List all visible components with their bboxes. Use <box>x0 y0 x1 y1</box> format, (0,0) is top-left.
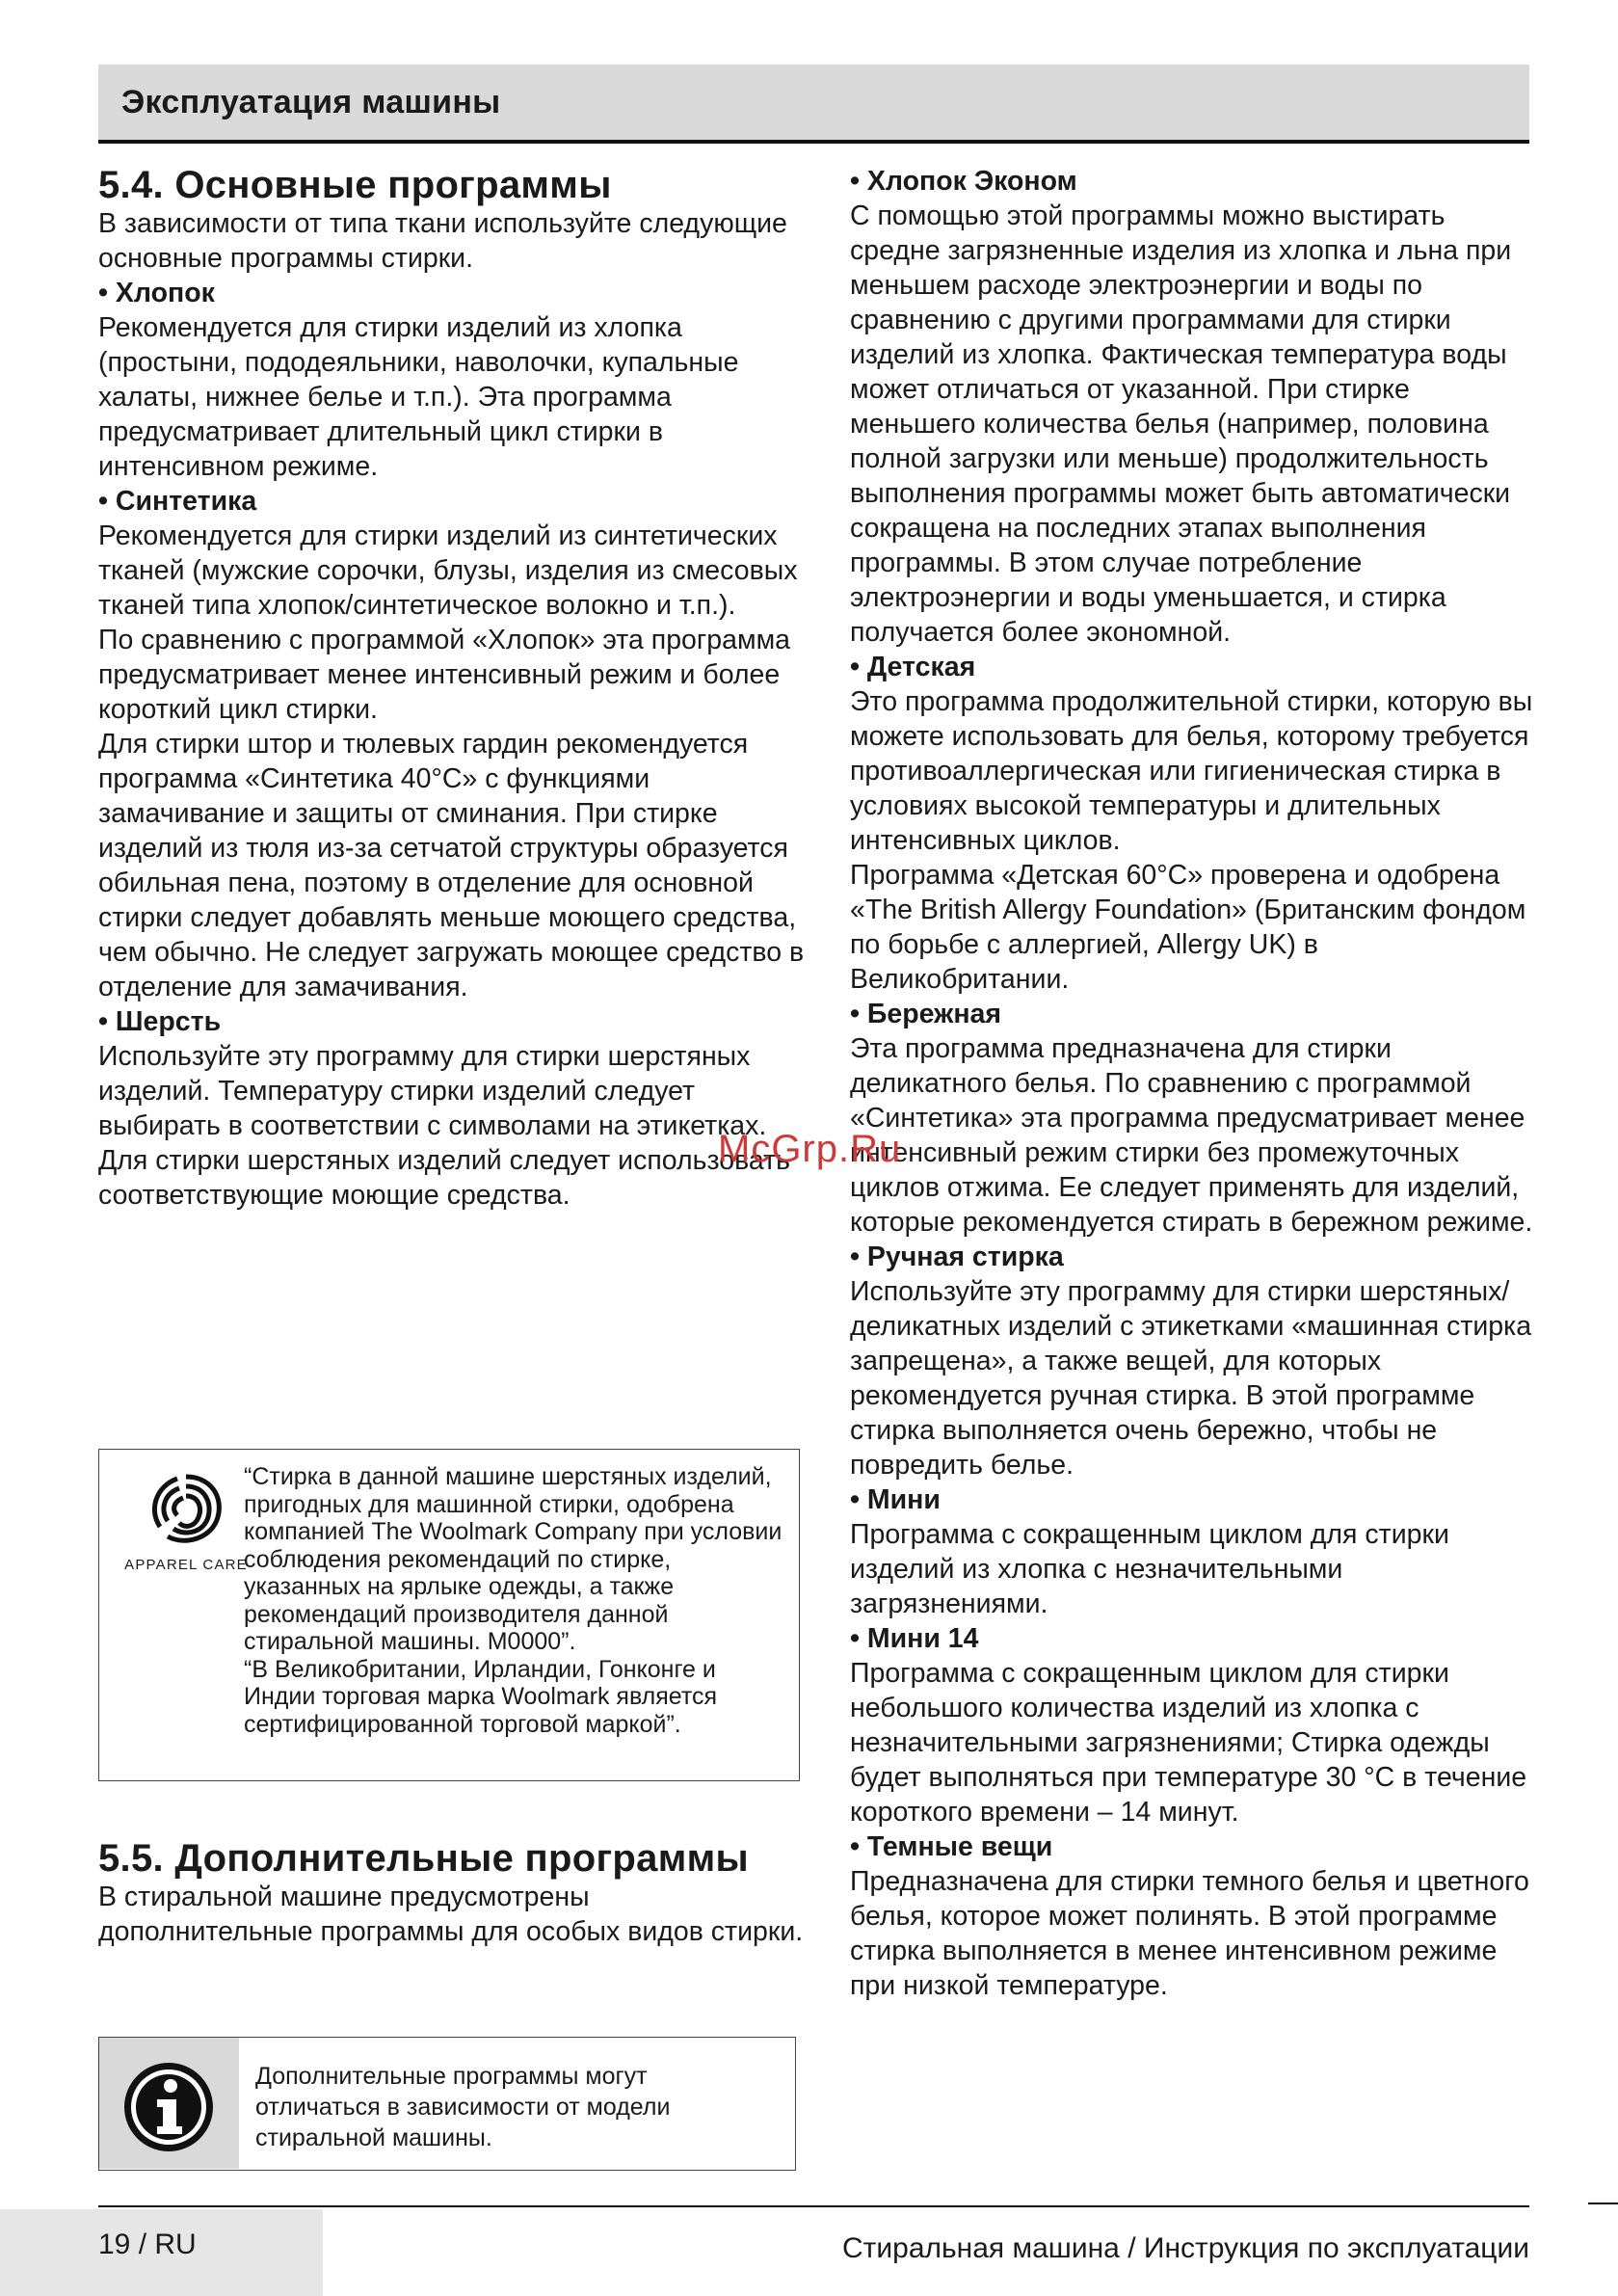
program-text-mini: Программа с сокращенным циклом для стирки изделий из хлопка с незначительными загрязнениями. <box>850 1519 1449 1619</box>
woolmark-icon <box>143 1469 229 1550</box>
program-text-baby-1: Это программа продолжительной стирки, которую вы можете использовать для белья, которому требуется противоаллергическая или гигиеническая стирка в условиях высокой температуры и длительных интенсивных циклов. <box>850 686 1533 856</box>
section-5-5-intro: В стиральной машине предусмотрены дополнительные программы для особых видов стирки. <box>98 1882 804 1947</box>
section-5-5 <box>98 1837 811 1949</box>
program-text-wool: Используйте эту программу для стирки шерстяных изделий. Температуру стирки изделий следует выбирать в соответствии с символами на этикетках. Для стирки шерстяных изделий следует использовать соответствующие моющие средства. <box>98 1041 791 1211</box>
info-note-text: Дополнительные программы могут отличаться в зависимости от модели стиральной машины. <box>255 2063 671 2151</box>
program-text-cotton-eco: С помощью этой программы можно выстирать средне загрязненные изделия из хлопка и льна при меньшем расходе электроэнергии и воды по сравнению с другими программами для стирки изделий из хлопка. Фактическая температура воды может отличаться от указанной. При стирке меньшего количества белья (например, половина полной загрузки или меньше) продолжительность выполнения программы может быть автоматически сокращена на последних этапах выполнения программы. В этом случае потребление электроэнергии и воды уменьшается, и стирка получается более экономной. <box>850 200 1512 648</box>
program-title-hand-wash: • Ручная стирка <box>850 1241 1064 1272</box>
woolmark-statement: “Стирка в данной машине шерстяных изделий, пригодных для машинной стирки, одобрена компанией The Woolmark Company при условии соблюдения рекомендаций по стирке, указанных на ярлыке одежды, а также рекомендаций производителя данной стиральной машины. M0000”. <box>244 1463 782 1655</box>
program-title-cotton: • Хлопок <box>98 278 215 308</box>
program-text-hand-wash: Используйте эту программу для стирки шерстяных/деликатных изделий с этикетками «машинная стирка запрещена», а также вещей, для которых рекомендуется ручная стирка. В этой программе стирка выполняется очень бережно, чтобы не повредить белье. <box>850 1276 1532 1481</box>
program-title-wool: • Шерсть <box>98 1006 222 1037</box>
program-title-synthetics: • Синтетика <box>98 486 257 517</box>
woolmark-notice <box>98 1449 800 1781</box>
program-title-mini-14: • Мини 14 <box>850 1623 979 1654</box>
program-text-baby-2: Программа «Детская 60°C» проверена и одобрена «The British Allergy Foundation» (Британским фондом по борьбе с аллергией, Allergy UK) в Великобритании. <box>850 860 1526 995</box>
program-text-mini-14: Программа с сокращенным циклом для стирки небольшого количества изделий из хлопка с незначительными загрязнениями; Стирка одежды будет выполняться при температуре 30 °C в течение короткого времени – 14 минут. <box>850 1658 1527 1828</box>
program-title-cotton-eco: • Хлопок Эконом <box>850 166 1077 197</box>
woolmark-logo <box>109 1469 263 1573</box>
program-text-dark: Предназначена для стирки темного белья и цветного белья, которое может полинять. В этой программе стирка выполняется в менее интенсивном режиме при низкой температуре. <box>850 1866 1529 2001</box>
woolmark-trademark: “В Великобритании, Ирландии, Гонконге и Индии торговая марка Woolmark является сертифицированной торговой маркой”. <box>244 1655 718 1738</box>
program-text-synthetics-2: По сравнению с программой «Хлопок» эта программа предусматривает менее интенсивный режим и более короткий цикл стирки. <box>98 625 791 725</box>
right-column <box>850 164 1539 2003</box>
info-note <box>98 2037 796 2171</box>
left-column <box>98 164 811 1213</box>
woolmark-caption: APPAREL CARE <box>124 1557 248 1573</box>
footer-divider <box>98 2205 1529 2207</box>
program-title-delicate: • Бережная <box>850 999 1002 1029</box>
section-heading-5-5: 5.5. Дополнительные программы <box>98 1837 749 1880</box>
footer-document-title: Стиральная машина / Инструкция по эксплуатации <box>841 2232 1529 2264</box>
woolmark-text <box>244 1463 793 1738</box>
watermark: McGrp.Ru <box>718 1128 902 1170</box>
section-intro: В зависимости от типа ткани используйте следующие основные программы стирки. <box>98 208 787 274</box>
margin-mark <box>1588 2203 1618 2204</box>
program-title-mini: • Мини <box>850 1484 941 1515</box>
program-text-synthetics-1: Рекомендуется для стирки изделий из синтетических тканей (мужские сорочки, блузы, изделия из смесовых тканей типа хлопок/синтетическое волокно и т.п.). <box>98 521 798 621</box>
section-heading-5-4: 5.4. Основные программы <box>98 164 612 206</box>
program-text-synthetics-3: Для стирки штор и тюлевых гардин рекомендуется программа «Синтетика 40°C» с функциями замачивание и защиты от сминания. При стирке изделий из тюля из-за сетчатой структуры образуется обильная пена, поэтому в отделение для основной стирки следует добавлять меньше моющего средства, чем обычно. Не следует загружать моющее средство в отделение для замачивания. <box>98 729 805 1002</box>
program-text-cotton: Рекомендуется для стирки изделий из хлопка (простыни, пододеяльники, наволочки, купальные халаты, нижнее белье и т.п.). Эта программа предусматривает длительный цикл стирки в интенсивном режиме. <box>98 312 739 482</box>
page-section-title: Эксплуатация машины <box>121 84 501 120</box>
page-number: 19 / RU <box>98 2229 197 2260</box>
info-icon <box>120 2059 217 2155</box>
program-title-dark: • Темные вещи <box>850 1831 1053 1862</box>
program-text-delicate: Эта программа предназначена для стирки деликатного белья. По сравнению с программой «Синтетика» эта программа предусматривает менее интенсивный режим стирки без промежуточных циклов отжима. Ее следует применять для изделий, которые рекомендуется стирать в бережном режиме. <box>850 1033 1533 1238</box>
program-title-baby: • Детская <box>850 652 976 682</box>
header-bar <box>98 65 1529 144</box>
info-icon-background <box>99 2038 239 2169</box>
